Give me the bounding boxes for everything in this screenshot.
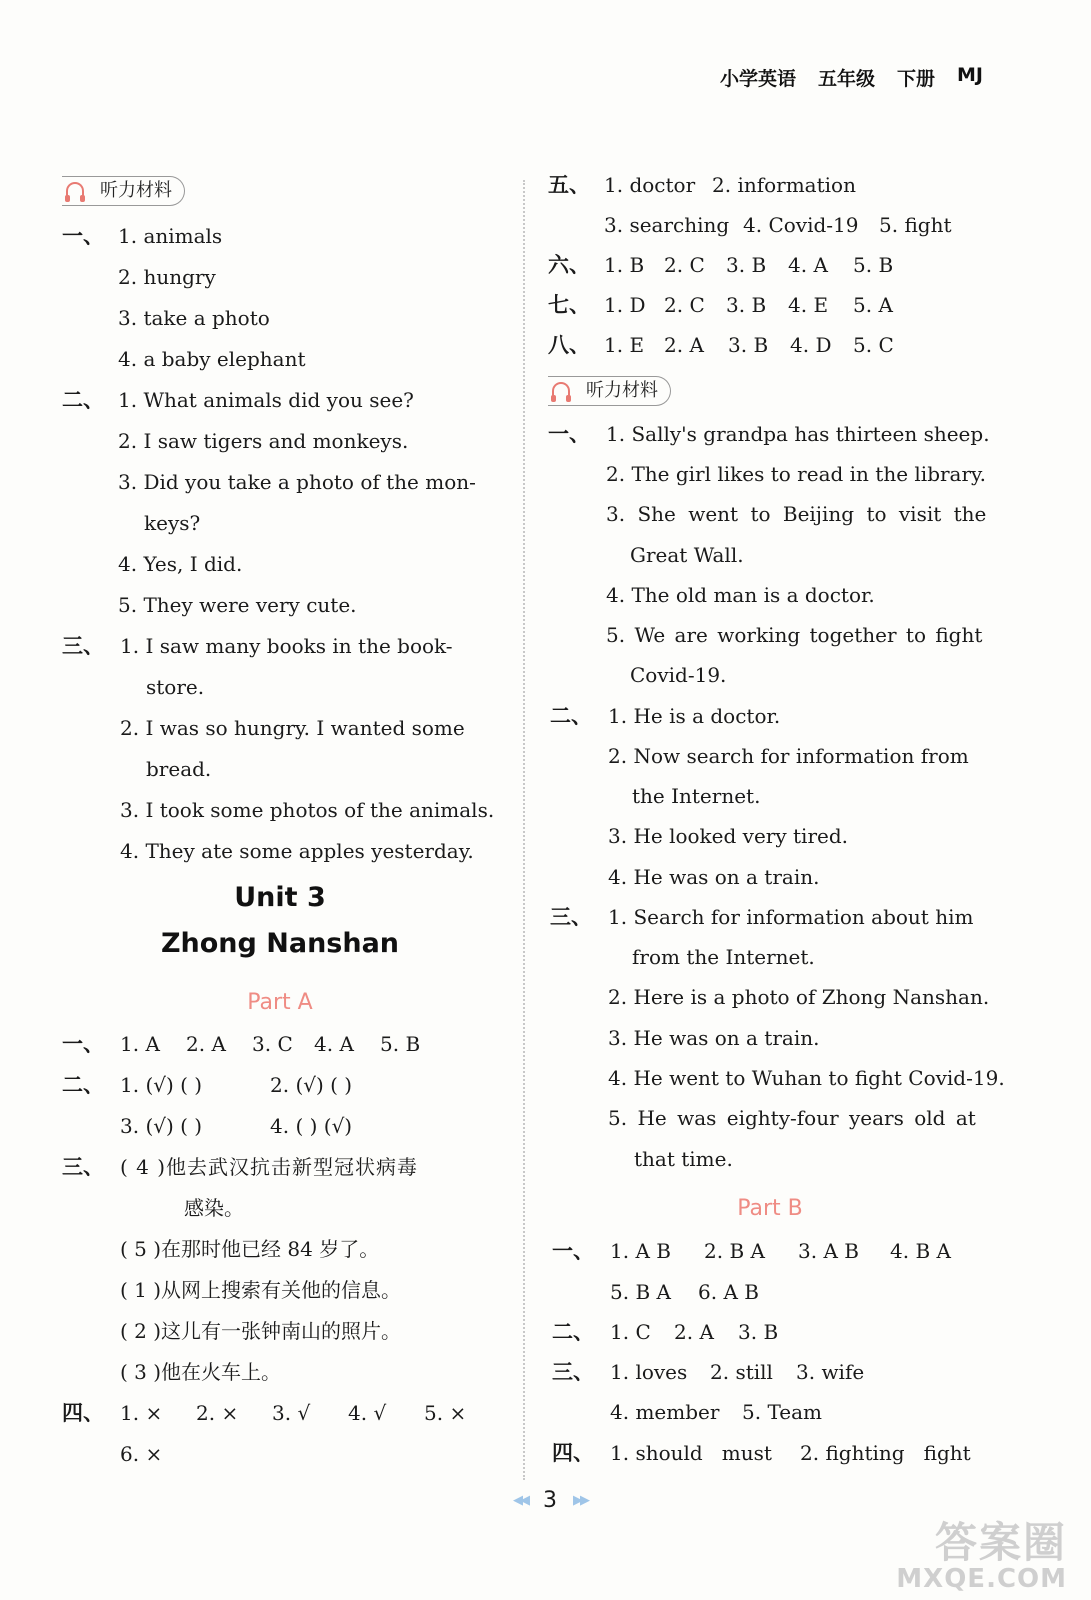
- header-subject: 小学英语: [719, 68, 796, 90]
- answer-item: 6. A B: [698, 1280, 759, 1304]
- answer-item: 1. ×: [120, 1401, 163, 1425]
- badge-label: 听力材料: [586, 380, 658, 401]
- answer-item: 4. √: [348, 1401, 387, 1425]
- section-number: 三、: [550, 905, 592, 929]
- headphones-icon: [552, 382, 570, 396]
- section-number: 二、: [62, 1073, 104, 1097]
- answer-line: Great Wall.: [630, 543, 744, 567]
- answer-item: 3. B: [738, 1320, 779, 1344]
- answer-item: 5. fight: [879, 213, 952, 237]
- unit-name: Zhong Nanshan: [160, 928, 400, 959]
- section-number: 四、: [552, 1441, 594, 1465]
- answer-item: 2. A: [186, 1032, 226, 1056]
- answer-item: 2. A: [664, 333, 704, 357]
- answer-item: 3. B: [728, 333, 769, 357]
- answer-item: 2. C: [664, 253, 705, 277]
- answer-item: 2. fighting fight: [800, 1441, 971, 1465]
- answer-item: 5. ×: [424, 1401, 467, 1425]
- answer-item: 5. B: [380, 1032, 421, 1056]
- answer-item: 4. A: [788, 253, 828, 277]
- answer-line: ( 2 )这儿有一张钟南山的照片。: [120, 1319, 402, 1343]
- part-b-heading: Part B: [737, 1196, 803, 1221]
- section-number: 二、: [552, 1320, 594, 1344]
- badge-label: 听力材料: [100, 180, 172, 201]
- answer-item: 4. Covid-19: [743, 213, 859, 237]
- answer-line: 2. hungry: [118, 265, 216, 289]
- section-number: 二、: [550, 704, 592, 728]
- unit-number: Unit 3: [234, 882, 326, 913]
- answer-item: 1. C: [610, 1320, 651, 1344]
- answer-item: 4. D: [790, 333, 832, 357]
- part-a-heading: Part A: [247, 990, 313, 1015]
- answer-item: 2. B A: [704, 1239, 765, 1263]
- section-number: 一、: [62, 1032, 104, 1056]
- answer-line: 3. He looked very tired.: [608, 824, 849, 848]
- answer-item: 6. ×: [120, 1442, 163, 1466]
- answer-item: 1. (√) ( ): [120, 1073, 203, 1097]
- answer-item: 1. A: [120, 1032, 160, 1056]
- answer-item: 2. C: [664, 293, 705, 317]
- answer-line: 3. Did you take a photo of the mon-: [118, 470, 476, 494]
- answer-line: 2. The girl likes to read in the library.: [606, 462, 987, 486]
- section-number: 二、: [62, 388, 104, 412]
- page-number: 3: [543, 1488, 557, 1513]
- answer-item: 3. C: [252, 1032, 293, 1056]
- answer-item: 1. should must: [610, 1441, 772, 1465]
- site-watermark: [896, 1510, 1067, 1594]
- answer-item: 3. (√) ( ): [120, 1114, 203, 1138]
- answer-item: 1. A B: [610, 1239, 671, 1263]
- answer-item: 4. E: [788, 293, 829, 317]
- answer-line: 4. They ate some apples yesterday.: [120, 839, 474, 863]
- answer-item: 2. A: [674, 1320, 714, 1344]
- answer-line: 3. I took some photos of the animals.: [120, 798, 495, 822]
- answer-line: ( 1 )从网上搜索有关他的信息。: [120, 1278, 402, 1302]
- answer-line: 3. He was on a train.: [608, 1026, 820, 1050]
- answer-line: ( 3 )他在火车上。: [120, 1360, 282, 1384]
- answer-item: 1. B: [604, 253, 645, 277]
- answer-item: 2. still: [710, 1360, 773, 1384]
- answer-item: 5. B: [853, 253, 894, 277]
- section-number: 八、: [548, 333, 590, 357]
- answer-line: 4. a baby elephant: [118, 347, 306, 371]
- answer-line: bread.: [146, 757, 212, 781]
- answer-item: 1. loves: [610, 1360, 688, 1384]
- section-number: 一、: [552, 1239, 594, 1263]
- listening-material-badge: [548, 376, 671, 406]
- answer-item: 2. information: [712, 173, 856, 197]
- answer-item: 2. (√) ( ): [270, 1073, 353, 1097]
- answer-line: 5. He was eighty-four years old at: [608, 1106, 976, 1130]
- answer-line: from the Internet.: [632, 945, 815, 969]
- page-header: [720, 64, 983, 91]
- section-number: 一、: [548, 422, 590, 446]
- header-edition: MJ: [957, 64, 983, 86]
- answer-item: 3. B: [726, 293, 767, 317]
- section-number: 三、: [62, 1155, 104, 1179]
- answer-line: 1. I saw many books in the book-: [120, 634, 453, 658]
- headphones-icon: [66, 182, 84, 196]
- answer-item: 5. C: [853, 333, 894, 357]
- section-number: 七、: [548, 293, 590, 317]
- answer-line: 感染。: [184, 1196, 244, 1220]
- header-term: 下册: [897, 68, 936, 90]
- answer-item: 5. B A: [610, 1280, 671, 1304]
- answer-line: 4. He went to Wuhan to fight Covid-19.: [608, 1066, 1005, 1090]
- section-number: 六、: [548, 253, 590, 277]
- answer-item: 1. E: [604, 333, 645, 357]
- answer-line: keys?: [144, 511, 201, 535]
- answer-line: the Internet.: [632, 784, 761, 808]
- watermark-cn: 答案圈: [934, 1518, 1067, 1567]
- answer-item: 4. A: [314, 1032, 354, 1056]
- answer-line: 2. Now search for information from: [608, 744, 969, 768]
- section-number: 五、: [548, 173, 590, 197]
- prev-arrows-icon: ◀◀: [513, 1493, 527, 1508]
- page-footer: [460, 1488, 640, 1513]
- answer-line: that time.: [634, 1147, 733, 1171]
- answer-line: 5. We are working together to fight: [606, 623, 983, 647]
- answer-line: Covid-19.: [630, 663, 727, 687]
- answer-item: 3. √: [272, 1401, 311, 1425]
- answer-item: 4. ( ) (√): [270, 1114, 353, 1138]
- answer-line: 1. Sally's grandpa has thirteen sheep.: [606, 422, 990, 446]
- answer-line: 4. Yes, I did.: [118, 552, 243, 576]
- answer-line: ( 4 )他去武汉抗击新型冠状病毒: [120, 1155, 419, 1179]
- watermark-url: MXQE.COM: [896, 1564, 1067, 1594]
- section-number: 三、: [62, 634, 104, 658]
- answer-item: 5. Team: [742, 1400, 822, 1424]
- answer-item: 4. B A: [890, 1239, 951, 1263]
- listening-material-badge: [62, 176, 185, 206]
- answer-line: 1. What animals did you see?: [118, 388, 414, 412]
- section-number: 一、: [62, 224, 104, 248]
- answer-line: store.: [146, 675, 205, 699]
- answer-line: 1. Search for information about him: [608, 905, 974, 929]
- answer-item: 3. searching: [604, 213, 730, 237]
- answer-line: 2. I saw tigers and monkeys.: [118, 429, 409, 453]
- answer-line: 4. He was on a train.: [608, 865, 820, 889]
- answer-item: 1. D: [604, 293, 646, 317]
- answer-line: 5. They were very cute.: [118, 593, 357, 617]
- answer-line: 4. The old man is a doctor.: [606, 583, 875, 607]
- answer-line: 1. He is a doctor.: [608, 704, 781, 728]
- answer-line: 1. animals: [118, 224, 223, 248]
- answer-item: 2. ×: [196, 1401, 239, 1425]
- column-divider: [523, 180, 525, 1480]
- answer-item: 1. doctor: [604, 173, 696, 197]
- answer-line: 3. take a photo: [118, 306, 270, 330]
- next-arrows-icon: ▶▶: [573, 1493, 587, 1508]
- answer-item: 3. wife: [796, 1360, 865, 1384]
- answer-line: 2. Here is a photo of Zhong Nanshan.: [608, 985, 990, 1009]
- answer-item: 5. A: [853, 293, 893, 317]
- section-number: 三、: [552, 1360, 594, 1384]
- section-number: 四、: [62, 1401, 104, 1425]
- header-grade: 五年级: [817, 68, 875, 90]
- answer-item: 3. B: [726, 253, 767, 277]
- answer-line: 3. She went to Beijing to visit the: [606, 502, 987, 526]
- answer-line: ( 5 )在那时他已经 84 岁了。: [120, 1237, 380, 1261]
- answer-line: 2. I was so hungry. I wanted some: [120, 716, 465, 740]
- answer-item: 4. member: [610, 1400, 720, 1424]
- answer-item: 3. A B: [798, 1239, 859, 1263]
